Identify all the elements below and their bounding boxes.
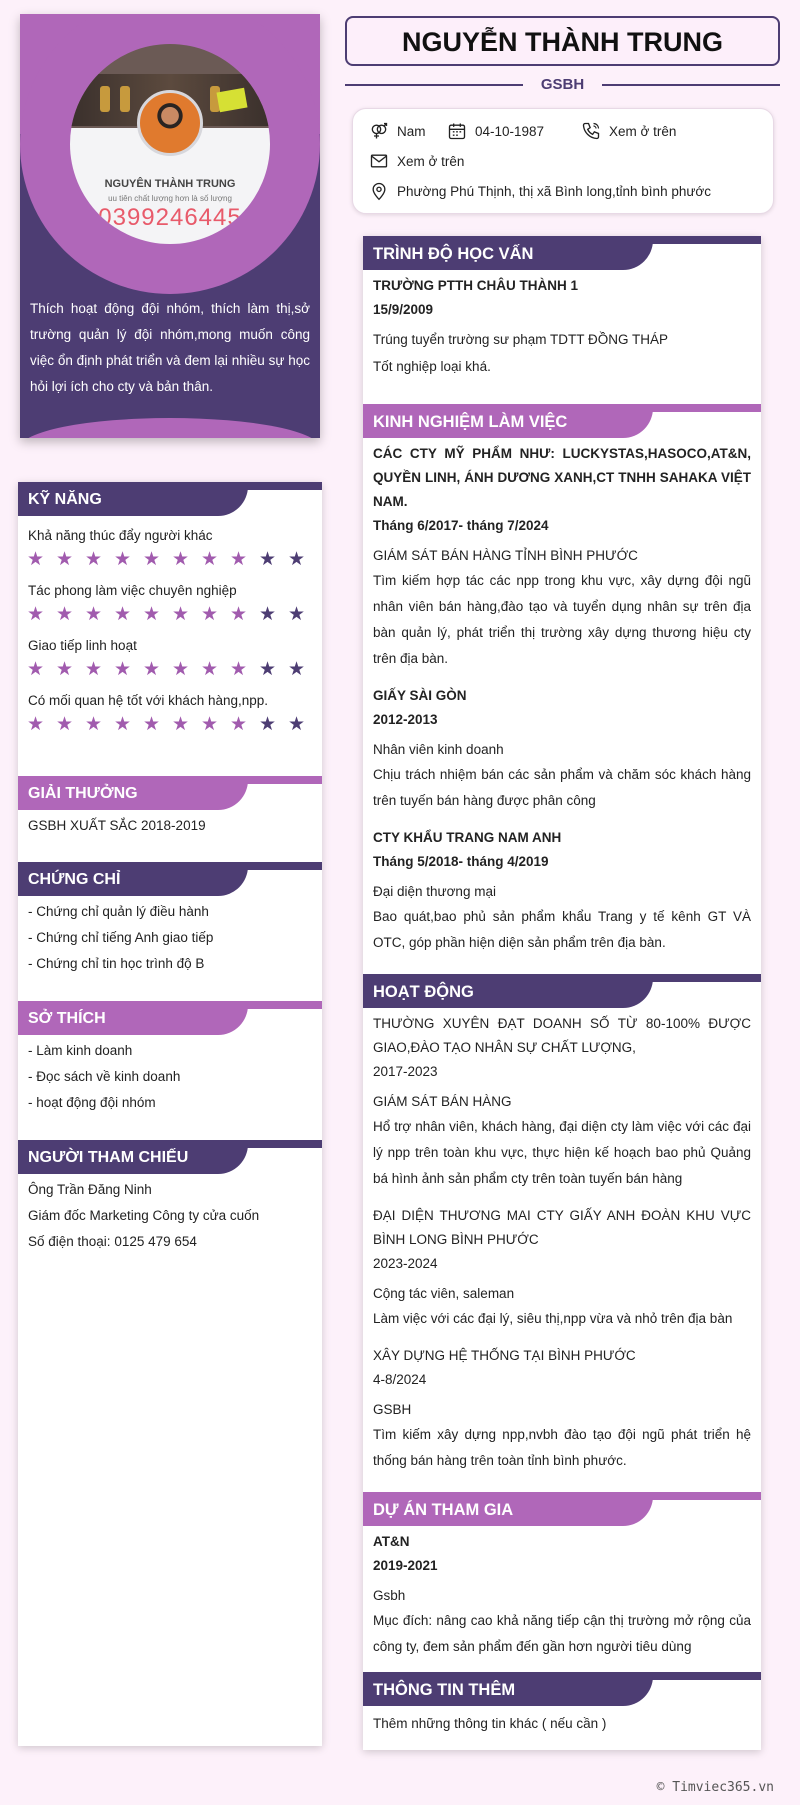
contact-dob: [447, 121, 544, 141]
star-icon: ★: [85, 604, 103, 625]
experience-period: 2012-2013: [373, 712, 438, 727]
activity-org: THƯỜNG XUYÊN ĐẠT DOANH SỐ TỪ 80-100% ĐƯỢC GIAO,ĐÀO TẠO NHÂN SỰ CHẤT LƯỢNG,: [373, 1016, 751, 1055]
experience-description: Tìm kiếm hợp tác các npp trong khu vực, xây dựng đội ngũ nhân viên bán hàng,đào tạo và tuyển dụng nhân sự trên địa bàn quản lý, phát triển thị trường xây dựng thương hiệu cty trên địa bàn.: [373, 573, 751, 666]
address-value: Phường Phú Thịnh, thị xã Bình long,tỉnh bình phước: [397, 183, 711, 199]
gender-value: Nam: [397, 123, 426, 139]
experience-description: Chịu trách nhiệm bán các sản phẩm và chăm sóc khách hàng trên tuyến bán hàng được phân công: [373, 767, 751, 808]
star-icon: ★: [56, 659, 74, 680]
profile-card-bottom: [20, 418, 320, 438]
star-icon: ★: [27, 549, 45, 570]
hobby-item: - Đọc sách về kinh doanh: [28, 1069, 181, 1084]
activity-role: GSBH: [373, 1402, 412, 1417]
project-description: Mục đích: nâng cao khả năng tiếp cận thị trường mở rộng của công ty, đem sản phẩm đến gần hơn người tiêu dùng: [373, 1613, 751, 1654]
skills-section: [18, 482, 322, 736]
photo-phone-overlay: 0399246445: [98, 204, 242, 231]
projects-section: [363, 1492, 761, 1660]
additional-info-text: Thêm những thông tin khác ( nếu cần ): [373, 1716, 607, 1731]
additional-info-title: THÔNG TIN THÊM: [363, 1672, 653, 1706]
experience-period: Tháng 6/2017- tháng 7/2024: [373, 518, 549, 533]
activity-period: 4-8/2024: [373, 1372, 427, 1387]
contact-email: [369, 151, 464, 171]
star-icon: ★: [201, 604, 219, 625]
certificate-item: - Chứng chỉ tiếng Anh giao tiếp: [28, 930, 214, 945]
star-icon: ★: [288, 714, 306, 735]
experience-heading: [363, 404, 761, 438]
contact-gender: [369, 121, 426, 141]
star-icon: ★: [201, 549, 219, 570]
email-value: Xem ở trên: [397, 153, 465, 169]
awards-heading: [18, 776, 322, 810]
star-icon: ★: [201, 659, 219, 680]
contact-box: [352, 108, 774, 214]
certificates-heading: [18, 862, 322, 896]
full-name: NGUYỄN THÀNH TRUNG: [345, 16, 780, 66]
hobby-item: - hoạt động đội nhóm: [28, 1095, 156, 1110]
skills-heading: [18, 482, 322, 516]
photo-bottle: [100, 86, 110, 112]
project-name: AT&N: [373, 1534, 410, 1549]
activity-period: 2023-2024: [373, 1256, 438, 1271]
star-icon: ★: [143, 714, 161, 735]
star-icon: ★: [56, 714, 74, 735]
experience-period: Tháng 5/2018- tháng 4/2019: [373, 854, 549, 869]
star-icon: ★: [27, 604, 45, 625]
star-icon: ★: [172, 659, 190, 680]
skill-rating: [18, 714, 322, 736]
star-icon: ★: [230, 714, 248, 735]
skills-list: [18, 528, 322, 736]
experience-description: Bao quát,bao phủ sản phẩm khẩu Trang y tế kênh GT VÀ OTC, góp phần hiện diện sản phẩm trên địa bàn.: [373, 909, 751, 950]
project-role: Gsbh: [373, 1588, 406, 1603]
star-icon: ★: [259, 604, 277, 625]
avatar: [137, 90, 203, 156]
activities-section: [363, 974, 761, 1474]
experience-position: Đại diện thương mại: [373, 884, 496, 899]
skills-title: KỸ NĂNG: [18, 482, 248, 516]
profile-photo: [70, 44, 270, 244]
awards-title: GIẢI THƯỞNG: [18, 776, 248, 810]
activity-org: ĐẠI DIỆN THƯƠNG MAI CTY GIẤY ANH ĐOÀN KHU VỰC BÌNH LONG BÌNH PHƯỚC: [373, 1208, 751, 1247]
hobbies-section: [18, 1001, 322, 1116]
star-icon: ★: [114, 714, 132, 735]
star-icon: ★: [114, 659, 132, 680]
references-title: NGƯỜI THAM CHIẾU: [18, 1140, 248, 1174]
star-icon: ★: [259, 549, 277, 570]
education-line: Tốt nghiệp loại khá.: [373, 359, 491, 374]
dob-value: 04-10-1987: [475, 123, 545, 139]
experience-section: [363, 404, 761, 956]
activity-org: XÂY DỰNG HỆ THỐNG TẠI BÌNH PHƯỚC: [373, 1348, 636, 1363]
star-icon: ★: [114, 604, 132, 625]
star-icon: ★: [288, 549, 306, 570]
activities-title: HOẠT ĐỘNG: [363, 974, 653, 1008]
star-icon: ★: [85, 549, 103, 570]
job-title: GSBH: [523, 74, 602, 96]
profile-card: [20, 14, 320, 438]
references-section: [18, 1140, 322, 1255]
star-icon: ★: [56, 549, 74, 570]
projects-title: DỰ ÁN THAM GIA: [363, 1492, 653, 1526]
awards-section: [18, 776, 322, 839]
certificate-item: - Chứng chỉ tin học trình độ B: [28, 956, 205, 971]
contact-address: [369, 181, 711, 201]
skill-rating: [18, 604, 322, 626]
education-line: Trúng tuyển trường sư phạm TDTT ĐỒNG THÁP: [373, 332, 669, 347]
phone-value: Xem ở trên: [609, 123, 677, 139]
activity-description: Làm việc với các đại lý, siêu thị,npp vừa và nhỏ trên địa bàn: [373, 1311, 733, 1326]
star-icon: ★: [230, 604, 248, 625]
star-icon: ★: [288, 604, 306, 625]
photo-bottle: [120, 86, 130, 112]
star-icon: ★: [230, 659, 248, 680]
email-icon: [369, 151, 389, 171]
hobbies-heading: [18, 1001, 322, 1035]
star-icon: ★: [230, 549, 248, 570]
activity-period: 2017-2023: [373, 1064, 438, 1079]
reference-item: Số điện thoại: 0125 479 654: [28, 1234, 197, 1249]
education-title: TRÌNH ĐỘ HỌC VẤN: [363, 236, 653, 270]
education-heading: [363, 236, 761, 270]
star-icon: ★: [259, 659, 277, 680]
reference-item: Giám đốc Marketing Công ty cửa cuốn: [28, 1208, 260, 1223]
certificate-item: - Chứng chỉ quản lý điều hành: [28, 904, 209, 919]
phone-icon: [581, 121, 601, 141]
activity-description: Hổ trợ nhân viên, khách hàng, đại diện cty làm việc với các đại lý npp trên toàn khu vực, thực hiện kế hoạch bao phủ Quảng bá hình ảnh sản phẩm cty trên toàn tuyến bán hàng: [373, 1119, 751, 1186]
star-icon: ★: [172, 714, 190, 735]
left-panel: [18, 482, 322, 1746]
project-period: 2019-2021: [373, 1558, 438, 1573]
photo-subtitle: uu tiên chất lượng hơn là số lượng: [108, 194, 232, 203]
award-item: GSBH XUẤT SẮC 2018-2019: [28, 818, 206, 833]
certificates-section: [18, 862, 322, 977]
star-icon: ★: [56, 604, 74, 625]
star-icon: ★: [143, 659, 161, 680]
calendar-icon: [447, 121, 467, 141]
contact-phone: [581, 121, 676, 141]
additional-info-section: [363, 1672, 761, 1736]
location-pin-icon: [369, 181, 389, 201]
skill-label: Tác phong làm việc chuyên nghiệp: [28, 583, 237, 598]
projects-heading: [363, 1492, 761, 1526]
experience-position: GIÁM SÁT BÁN HÀNG TỈNH BÌNH PHƯỚC: [373, 548, 638, 563]
right-panel: [363, 236, 761, 1750]
footer-brand: © Timviec365.vn: [656, 1780, 774, 1795]
experience-company: CÁC CTY MỸ PHẨM NHƯ: LUCKYSTAS,HASOCO,AT&N, QUYỀN LINH, ÁNH DƯƠNG XANH,CT TNHH SAHAKA VIỆT NAM.: [373, 446, 751, 509]
star-icon: ★: [27, 659, 45, 680]
star-icon: ★: [201, 714, 219, 735]
references-heading: [18, 1140, 322, 1174]
education-date: 15/9/2009: [373, 302, 434, 317]
activity-description: Tìm kiếm xây dựng npp,nvbh đào tạo đội ngũ phát triển hệ thống bán hàng trên toàn tỉnh bình phước.: [373, 1427, 751, 1468]
activity-role: GIÁM SÁT BÁN HÀNG: [373, 1094, 512, 1109]
education-section: [363, 236, 761, 379]
star-icon: ★: [85, 714, 103, 735]
profile-bio: Thích hoạt động đội nhóm, thích làm thị,sở trường quản lý đội nhóm,mong muốn công việc ổn định phát triển và đem lại nhiều sự học hỏi lợi ích cho cty và bản thân.: [30, 301, 310, 394]
experience-position: Nhân viên kinh doanh: [373, 742, 504, 757]
skill-label: Khả năng thúc đẩy người khác: [28, 528, 213, 543]
star-icon: ★: [259, 714, 277, 735]
experience-company: GIẤY SÀI GÒN: [373, 688, 467, 703]
star-icon: ★: [172, 604, 190, 625]
star-icon: ★: [288, 659, 306, 680]
hobbies-title: SỞ THÍCH: [18, 1001, 248, 1035]
photo-name-caption: NGUYÊN THÀNH TRUNG: [104, 178, 236, 190]
education-school: TRƯỜNG PTTH CHÂU THÀNH 1: [373, 278, 578, 293]
star-icon: ★: [114, 549, 132, 570]
skill-label: Giao tiếp linh hoạt: [28, 638, 137, 653]
star-icon: ★: [143, 549, 161, 570]
star-icon: ★: [85, 659, 103, 680]
skill-rating: [18, 659, 322, 681]
experience-company: CTY KHẨU TRANG NAM ANH: [373, 830, 562, 845]
experience-title: KINH NGHIỆM LÀM VIỆC: [363, 404, 653, 438]
star-icon: ★: [27, 714, 45, 735]
activities-heading: [363, 974, 761, 1008]
certificates-title: CHỨNG CHỈ: [18, 862, 248, 896]
activity-role: Cộng tác viên, saleman: [373, 1286, 515, 1301]
gender-icon: [369, 121, 389, 141]
reference-item: Ông Trần Đăng Ninh: [28, 1182, 152, 1197]
additional-info-heading: [363, 1672, 761, 1706]
hobby-item: - Làm kinh doanh: [28, 1043, 133, 1058]
star-icon: ★: [143, 604, 161, 625]
skill-rating: [18, 549, 322, 571]
star-icon: ★: [172, 549, 190, 570]
skill-label: Có mối quan hệ tốt với khách hàng,npp.: [28, 693, 269, 708]
